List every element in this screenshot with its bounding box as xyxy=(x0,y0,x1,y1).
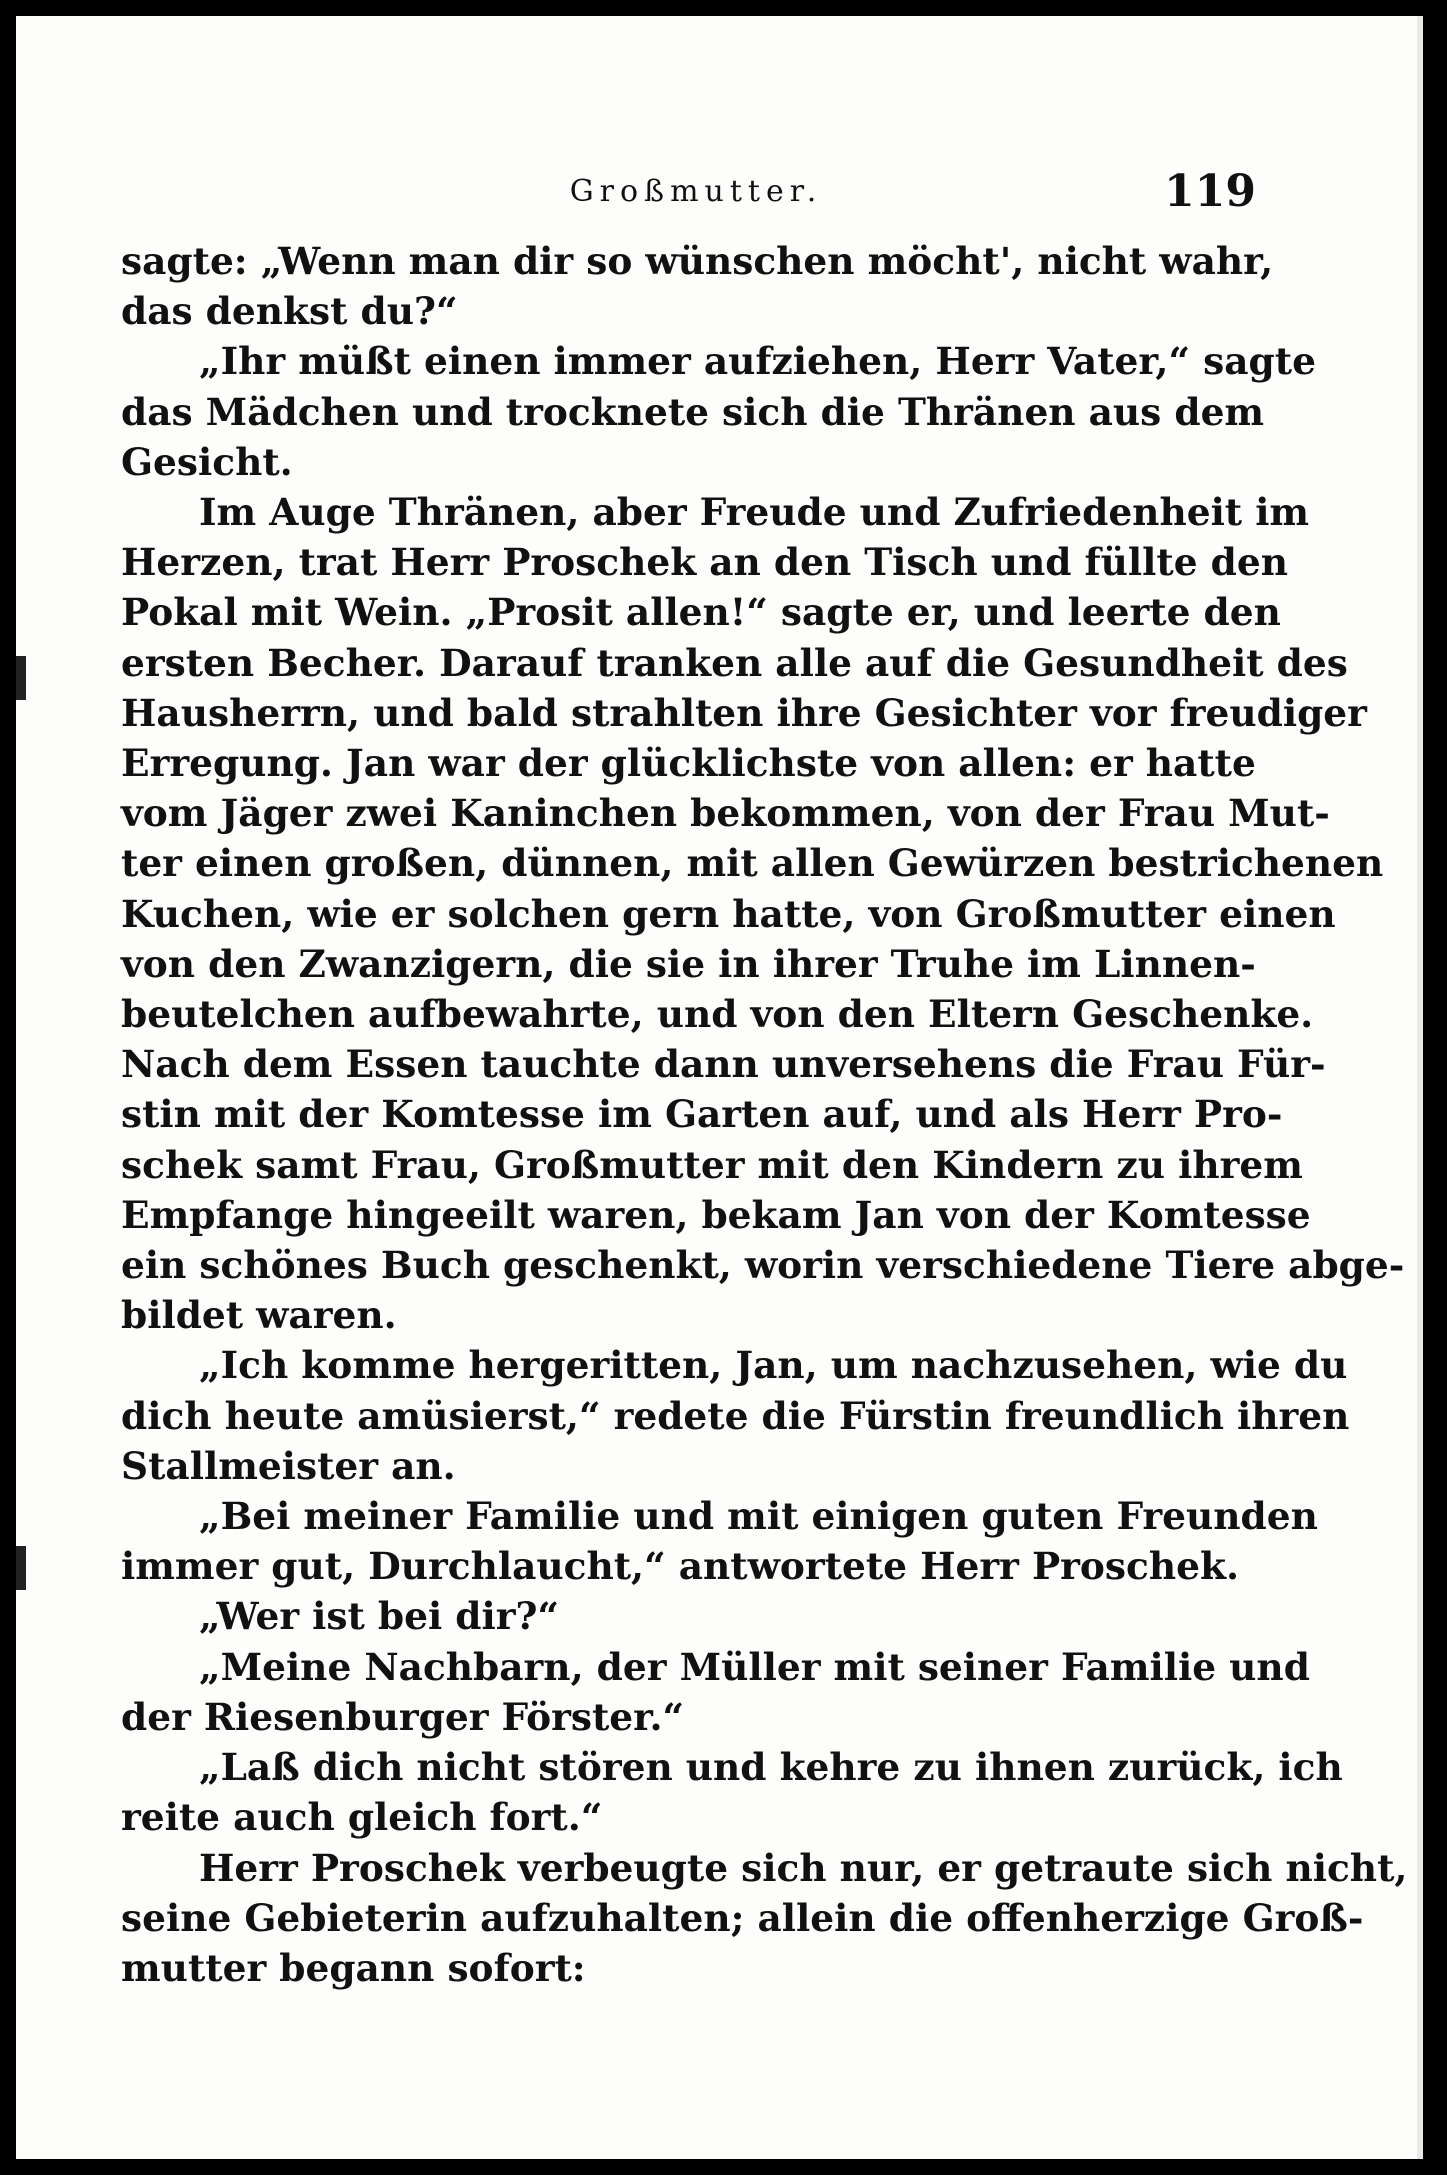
text-line: ter einen großen, dünnen, mit allen Gewürzen bestrichenen xyxy=(121,841,1384,886)
text-line: „Bei meiner Familie und mit einigen guten Freunden xyxy=(199,1494,1318,1539)
text-line: Nach dem Essen tauchte dann unversehens die Frau Für- xyxy=(121,1042,1326,1087)
text-line: seine Gebieterin aufzuhalten; allein die offenherzige Groß- xyxy=(121,1895,1364,1940)
text-line: Empfange hingeeilt waren, bekam Jan von der Komtesse xyxy=(121,1192,1311,1237)
text-line: mutter begann sofort: xyxy=(121,1945,586,1990)
text-line: der Riesenburger Förster.“ xyxy=(121,1694,685,1739)
text-line: Im Auge Thränen, aber Freude und Zufriedenheit im xyxy=(199,490,1310,535)
text-line: dich heute amüsierst,“ redete die Fürstin freundlich ihren xyxy=(121,1393,1350,1438)
text-line: „Meine Nachbarn, der Müller mit seiner Familie und xyxy=(199,1644,1310,1689)
body-text xyxy=(121,236,1408,1993)
text-line: Stallmeister an. xyxy=(121,1443,456,1488)
text-line: ersten Becher. Darauf tranken alle auf die Gesundheit des xyxy=(121,640,1348,685)
text-line: Kuchen, wie er solchen gern hatte, von Großmutter einen xyxy=(121,891,1336,936)
text-line: Herr Proschek verbeugte sich nur, er getraute sich nicht, xyxy=(199,1845,1408,1890)
text-line: Hausherrn, und bald strahlten ihre Gesichter vor freudiger xyxy=(121,690,1367,735)
page-header xyxy=(136,166,1256,226)
text-line: Gesicht. xyxy=(121,439,293,484)
text-line: reite auch gleich fort.“ xyxy=(121,1795,603,1840)
text-line: stin mit der Komtesse im Garten auf, und als Herr Pro- xyxy=(121,1092,1283,1137)
text-line: das Mädchen und trocknete sich die Thränen aus dem xyxy=(121,389,1265,434)
text-line: schek samt Frau, Großmutter mit den Kindern zu ihrem xyxy=(121,1142,1303,1187)
running-title: Großmutter. xyxy=(569,174,823,209)
margin-mark xyxy=(16,656,26,700)
page-number: 119 xyxy=(1164,166,1256,217)
page-edge-shadow xyxy=(1417,16,1423,2159)
text-line: das denkst du?“ xyxy=(121,289,458,334)
text-line: immer gut, Durchlaucht,“ antwortete Herr Proschek. xyxy=(121,1544,1240,1589)
text-line: von den Zwanzigern, die sie in ihrer Truhe im Linnen- xyxy=(121,941,1256,986)
text-line: sagte: „Wenn man dir so wünschen möcht', nicht wahr, xyxy=(121,239,1274,283)
text-line: „Ihr müßt einen immer aufziehen, Herr Vater,“ sagte xyxy=(199,339,1316,384)
text-line: Herzen, trat Herr Proschek an den Tisch und füllte den xyxy=(121,540,1288,585)
margin-mark xyxy=(16,1546,26,1590)
text-line: „Wer ist bei dir?“ xyxy=(199,1594,560,1639)
text-line: beutelchen aufbewahrte, und von den Eltern Geschenke. xyxy=(121,992,1314,1037)
text-line: „Laß dich nicht stören und kehre zu ihnen zurück, ich xyxy=(199,1745,1343,1790)
book-page xyxy=(16,16,1423,2159)
text-line: Pokal mit Wein. „Prosit allen!“ sagte er, und leerte den xyxy=(121,590,1281,635)
text-line: Erregung. Jan war der glücklichste von allen: er hatte xyxy=(121,741,1256,786)
text-line: „Ich komme hergeritten, Jan, um nachzusehen, wie du xyxy=(199,1343,1348,1388)
text-line: bildet waren. xyxy=(121,1293,397,1338)
text-line: ein schönes Buch geschenkt, worin verschiedene Tiere abge- xyxy=(121,1243,1405,1288)
text-line: vom Jäger zwei Kaninchen bekommen, von der Frau Mut- xyxy=(121,791,1330,836)
